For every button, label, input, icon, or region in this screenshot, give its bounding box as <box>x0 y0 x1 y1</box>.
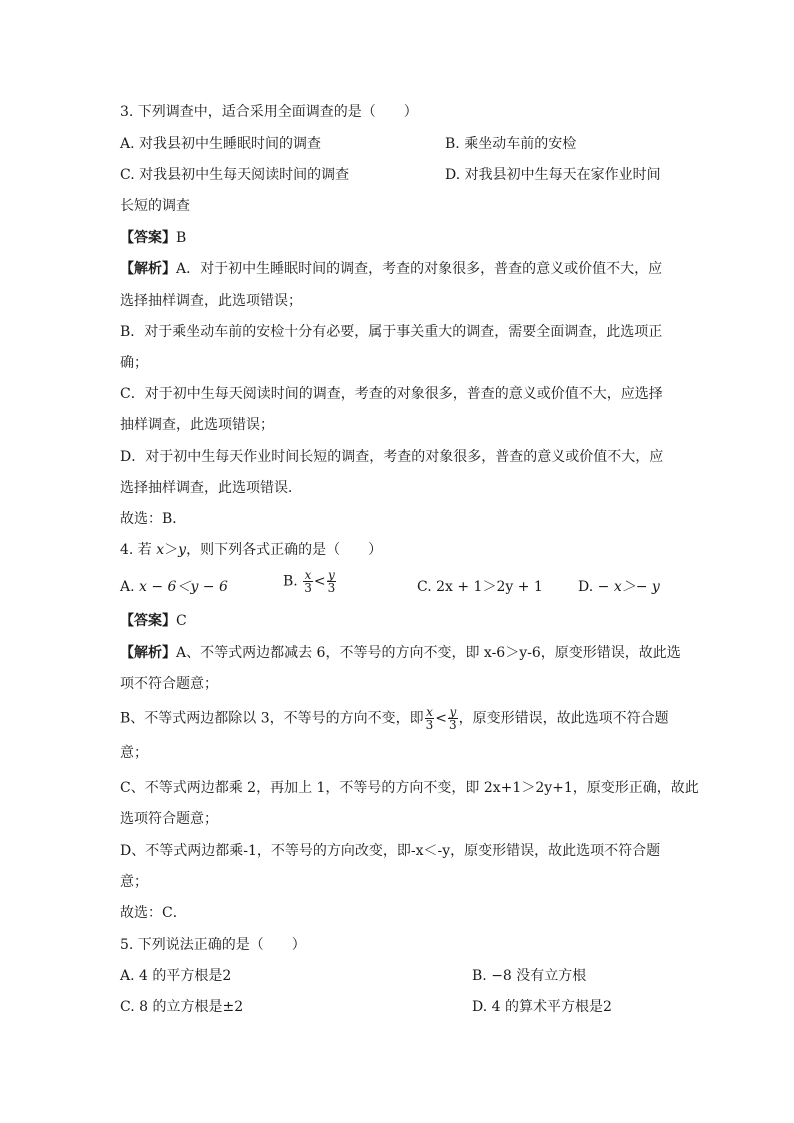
q4-option-c-label: C. <box>417 579 437 595</box>
q3-analysis-label: 【解析】 <box>120 261 176 277</box>
q3-analysis-line-6: 抽样调查，此选项错误； <box>120 417 274 433</box>
q4-option-a-expr: x − 6＜y − 6 <box>139 579 228 595</box>
q3-option-c: C. 对我县初中生每天阅读时间的调查 <box>120 167 350 183</box>
frac-num: y <box>449 705 457 719</box>
q4-stem <box>120 540 382 560</box>
q5-option-c: C. 8 的立方根是±2 <box>120 999 244 1015</box>
q4-option-d-expr: − x＞− y <box>597 579 660 595</box>
q4-option-d <box>578 577 660 597</box>
frac-den: 3 <box>327 581 336 595</box>
q4-stem-y: y <box>178 542 187 558</box>
q4-option-b-lt: < <box>313 573 326 590</box>
q3-option-b: B. 乘坐动车前的安检 <box>445 136 577 152</box>
q4-analysis-b-line-1 <box>120 706 669 731</box>
q4-stem-pre: 4. 若 <box>120 542 157 558</box>
q3-analysis-line-8: 选择抽样调查，此选项错误． <box>120 480 302 496</box>
q4-analysis-d-line-2: 意； <box>120 874 148 890</box>
q4-analysis-c-line-1: C、不等式两边都乘 2，再加上 1，不等号的方向不变，即 2x+1＞2y+1，原变形正确，故此 <box>120 780 699 796</box>
q5-option-a: A. 4 的平方根是2 <box>120 968 232 984</box>
q4-analysis-b-pre: B、不等式两边都除以 3，不等号的方向不变，即 <box>120 710 424 727</box>
q3-analysis-line-4: 确； <box>120 355 148 371</box>
frac-num: y <box>328 568 335 582</box>
frac-den: 3 <box>304 581 312 595</box>
q3-analysis-text-1: A．对于初中生睡眠时间的调查，考查的对象很多，普查的意义或价值不大，应 <box>176 261 663 277</box>
q4-option-b-label: B. <box>283 573 303 590</box>
q4-option-a-label: A. <box>120 579 140 595</box>
q4-option-c-expr: 2x + 1＞2y + 1 <box>436 579 543 595</box>
frac-den: 3 <box>425 718 434 732</box>
q5-option-d: D. 4 的算术平方根是2 <box>472 999 612 1015</box>
q3-option-a: A. 对我县初中生睡眠时间的调查 <box>120 136 322 152</box>
q3-stem: 3. 下列调查中，适合采用全面调查的是（ ） <box>120 104 418 120</box>
frac-num: x <box>304 568 312 582</box>
q4-answer-label: 【答案】 <box>120 613 176 629</box>
q4-analysis-b-post: ，原变形错误，故此选项不符合题 <box>458 710 669 727</box>
q3-option-d: D. 对我县初中生每天在家作业时间 <box>445 167 661 183</box>
q4-option-d-label: D. <box>578 579 598 595</box>
q4-stem-x: x <box>156 542 165 558</box>
q4-option-c <box>417 577 543 597</box>
q4-analysis-b-line-2: 意； <box>120 745 148 761</box>
q4-analysis-a-text: A、不等式两边都减去 6，不等号的方向不变，即 x-6＞y-6，原变形错误，故此选 <box>176 645 681 661</box>
q3-conclusion: 故选：B． <box>120 511 187 527</box>
q4-option-b <box>283 569 337 594</box>
q4-option-a <box>120 577 228 597</box>
q4-stem-gt: ＞ <box>164 542 179 558</box>
q4-option-b-frac-x <box>303 569 313 594</box>
q3-analysis-line-2: 选择抽样调查，此选项错误； <box>120 293 302 309</box>
q3-answer-value: B <box>176 230 187 246</box>
frac-den: 3 <box>449 718 457 732</box>
q3-analysis-line-3: B．对于乘坐动车前的安检十分有必要，属于事关重大的调查，需要全面调查，此选项正 <box>120 324 663 340</box>
q4-analysis-b-lt: < <box>435 710 448 727</box>
q4-stem-post: ，则下列各式正确的是（ ） <box>186 542 383 558</box>
q4-analysis-a-line-1 <box>120 643 681 663</box>
q3-analysis-line-1 <box>120 259 662 279</box>
q4-analysis-b-frac-y <box>448 706 458 731</box>
q3-option-d-cont: 长短的调查 <box>120 198 190 214</box>
q4-analysis-d-line-1: D、不等式两边都乘-1，不等号的方向改变，即-x＜-y，原变形错误，故此选项不符合题 <box>120 843 661 859</box>
q5-stem: 5. 下列说法正确的是（ ） <box>120 937 306 953</box>
q3-analysis-line-7: D．对于初中生每天作业时间长短的调查，考查的对象很多，普查的意义或价值不大，应 <box>120 449 664 465</box>
q5-option-b: B. −8 没有立方根 <box>472 968 587 984</box>
q4-analysis-a-line-2: 项不符合题意； <box>120 676 218 692</box>
frac-num: x <box>426 705 433 719</box>
q4-conclusion: 故选：C． <box>120 905 187 921</box>
q3-answer-label: 【答案】 <box>120 230 176 246</box>
q4-answer-value: C <box>176 613 187 629</box>
q3-answer <box>120 228 186 248</box>
q4-option-b-frac-y <box>327 569 337 594</box>
q4-answer <box>120 611 187 631</box>
q4-analysis-label: 【解析】 <box>120 645 176 661</box>
q3-analysis-line-5: C．对于初中生每天阅读时间的调查，考查的对象很多，普查的意义或价值不大，应选择 <box>120 386 663 402</box>
q4-analysis-b-frac-x <box>425 706 435 731</box>
q4-analysis-c-line-2: 选项符合题意； <box>120 811 218 827</box>
